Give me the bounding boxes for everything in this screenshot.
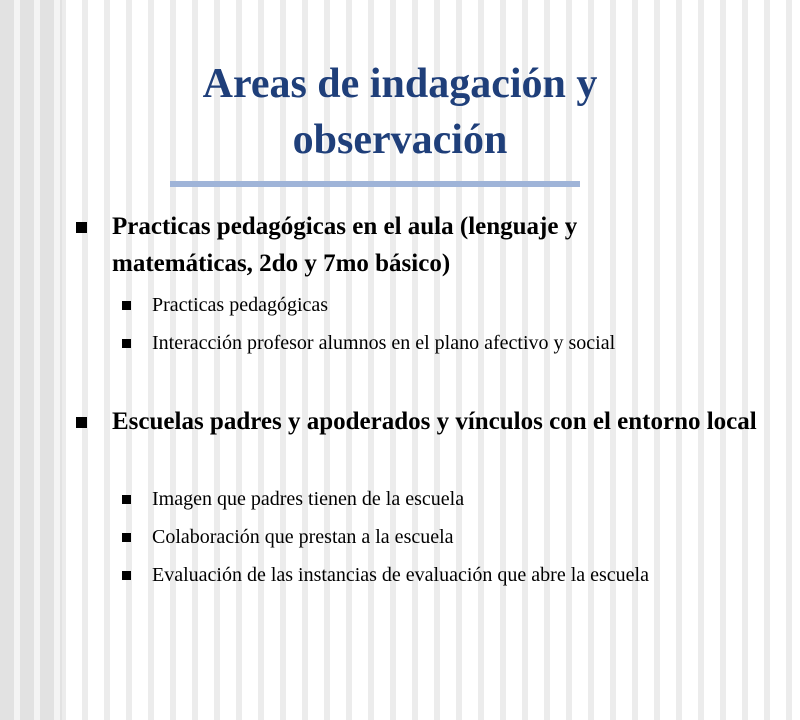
square-bullet-icon	[122, 495, 131, 504]
section-heading	[112, 403, 762, 440]
section-heading-text: Escuelas padres y apoderados y vínculos con el entorno local	[112, 408, 757, 435]
sub-bullet-text: Colaboración que prestan a la escuela	[152, 526, 454, 548]
sub-bullet-text: Imagen que padres tienen de la escuela	[152, 488, 465, 510]
sub-bullet-text: Evaluación de las instancias de evaluación que abre la escuela	[152, 564, 649, 586]
sub-bullet-item	[152, 522, 752, 553]
sub-bullet-text: Interacción profesor alumnos en el plano afectivo y social	[152, 332, 616, 354]
square-bullet-icon	[122, 301, 131, 310]
square-bullet-icon	[122, 339, 131, 348]
square-bullet-icon	[76, 417, 87, 428]
sub-bullet-text: Practicas pedagógicas	[152, 294, 329, 316]
square-bullet-icon	[122, 533, 131, 542]
square-bullet-icon	[76, 222, 87, 233]
section-heading-text: Practicas pedagógicas en el aula (lenguaje y matemáticas, 2do y 7mo básico)	[112, 213, 578, 277]
sub-bullet-item	[152, 560, 752, 591]
section-heading	[112, 208, 712, 282]
square-bullet-icon	[122, 571, 131, 580]
sub-bullet-item	[152, 328, 712, 359]
sub-bullet-item	[152, 290, 712, 321]
sub-bullet-item	[152, 484, 752, 515]
slide-title: Areas de indagación y observación	[202, 61, 598, 163]
